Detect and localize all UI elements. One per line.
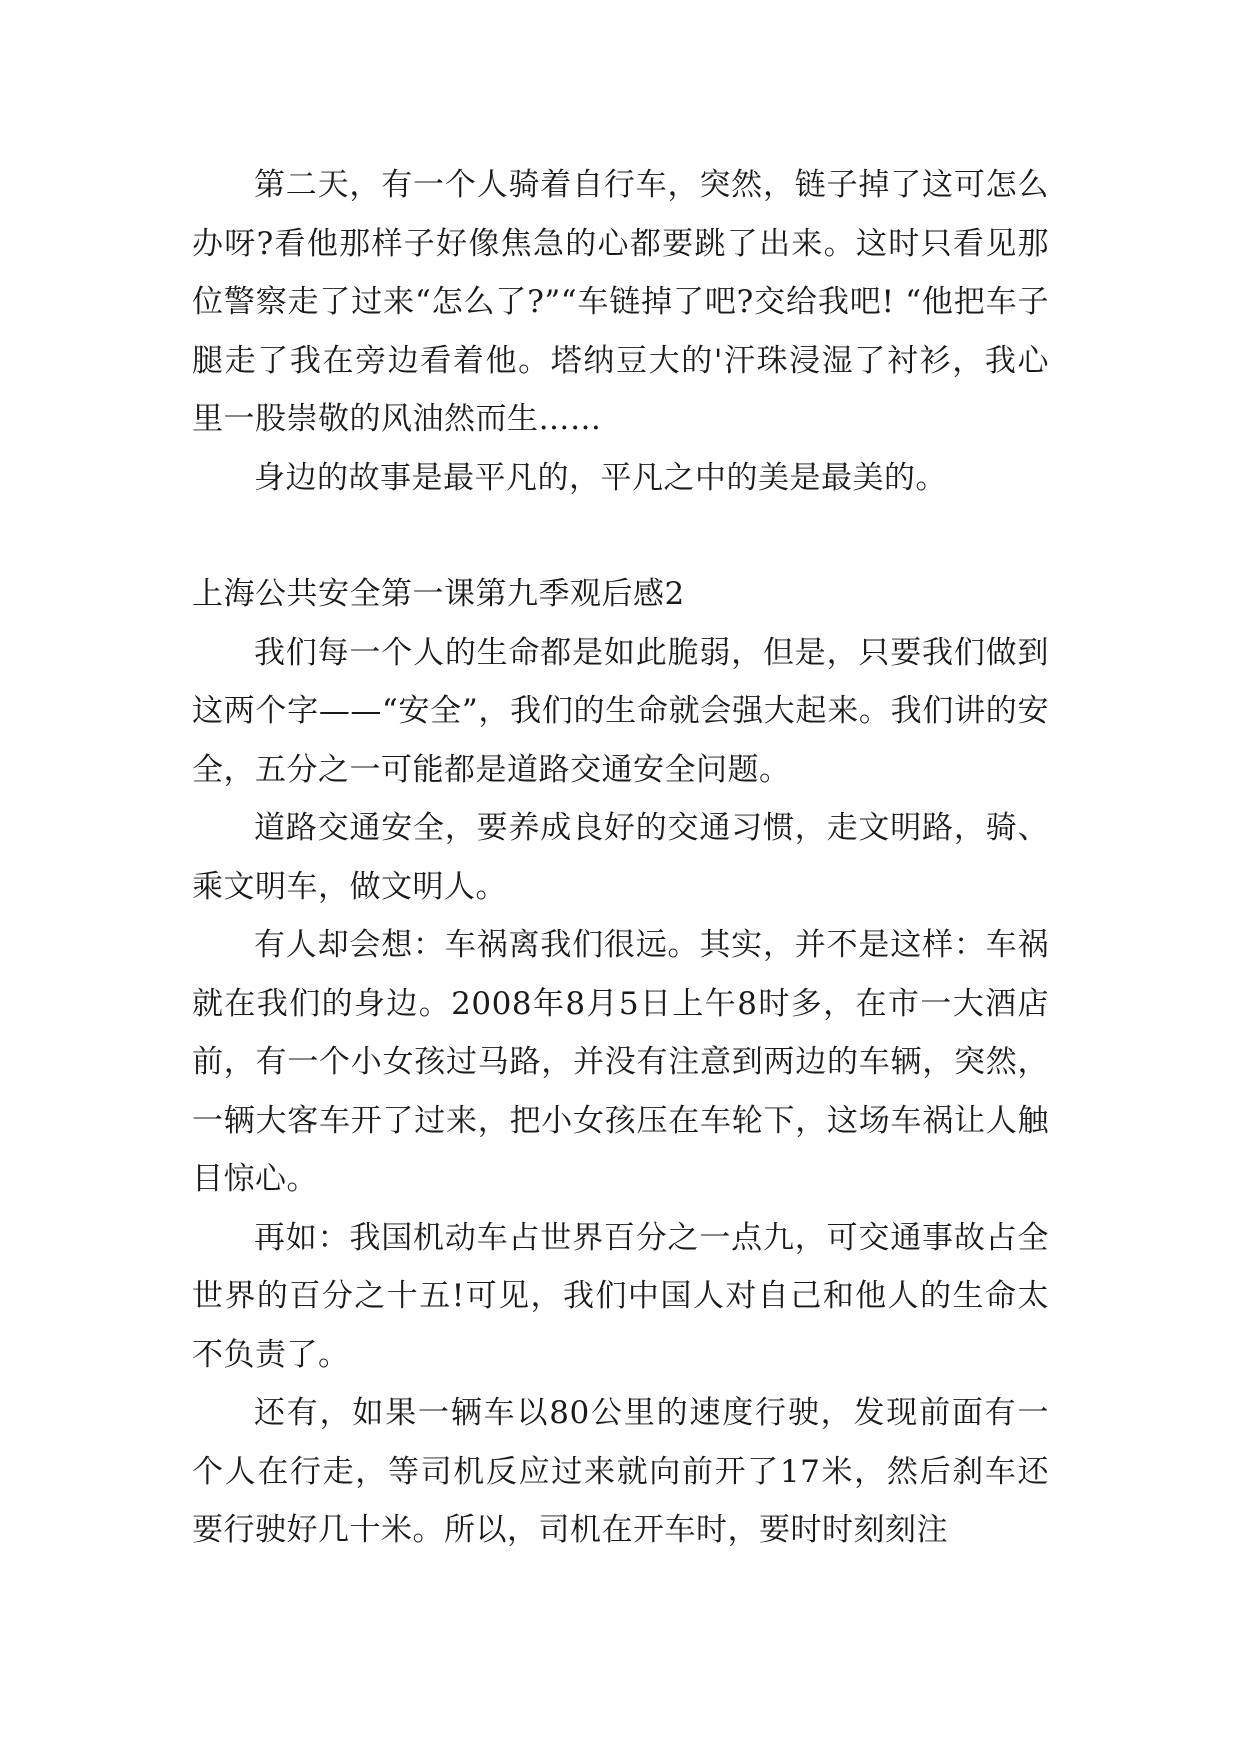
- paragraph: 再如：我国机动车占世界百分之一点九，可交通事故占全世界的百分之十五!可见，我们中国人对自己和他人的生命太不负责了。: [192, 1219, 1049, 1373]
- paragraph: 我们每一个人的生命都是如此脆弱，但是，只要我们做到这两个字——“安全”，我们的生命就会强大起来。我们讲的安全，五分之一可能都是道路交通安全问题。: [192, 634, 1049, 788]
- paragraph: 身边的故事是最平凡的，平凡之中的美是最美的。: [254, 459, 947, 496]
- paragraph: 第二天，有一个人骑着自行车，突然，链子掉了这可怎么办呀?看他那样子好像焦急的心都要跳了出来。这时只看见那位警察走了过来“怎么了?”“车链掉了吧?交给我吧! “他把车子腿走了我在旁边看着他。塔纳豆大的'汗珠浸湿了衬衫，我心里一股崇敬的风油然而生……: [192, 167, 1049, 437]
- section-title: 上海公共安全第一课第九季观后感2: [192, 576, 685, 612]
- paragraph: 有人却会想：车祸离我们很远。其实，并不是这样：车祸就在我们的身边。2008年8月5日上午8时多，在市一大酒店前，有一个小女孩过马路，并没有注意到两边的车辆，突然，一辆大客车开了过来，把小女孩压在车轮下，这场车祸让人触目惊心。: [192, 927, 1049, 1197]
- paragraph: 还有，如果一辆车以80公里的速度行驶，发现前面有一个人在行走，等司机反应过来就向前开了17米，然后刹车还要行驶好几十米。所以，司机在开车时，要时时刻刻注: [192, 1395, 1049, 1548]
- paragraph: 道路交通安全，要养成良好的交通习惯，走文明路，骑、乘文明车，做文明人。: [192, 810, 1049, 905]
- document-body: [192, 156, 1049, 1560]
